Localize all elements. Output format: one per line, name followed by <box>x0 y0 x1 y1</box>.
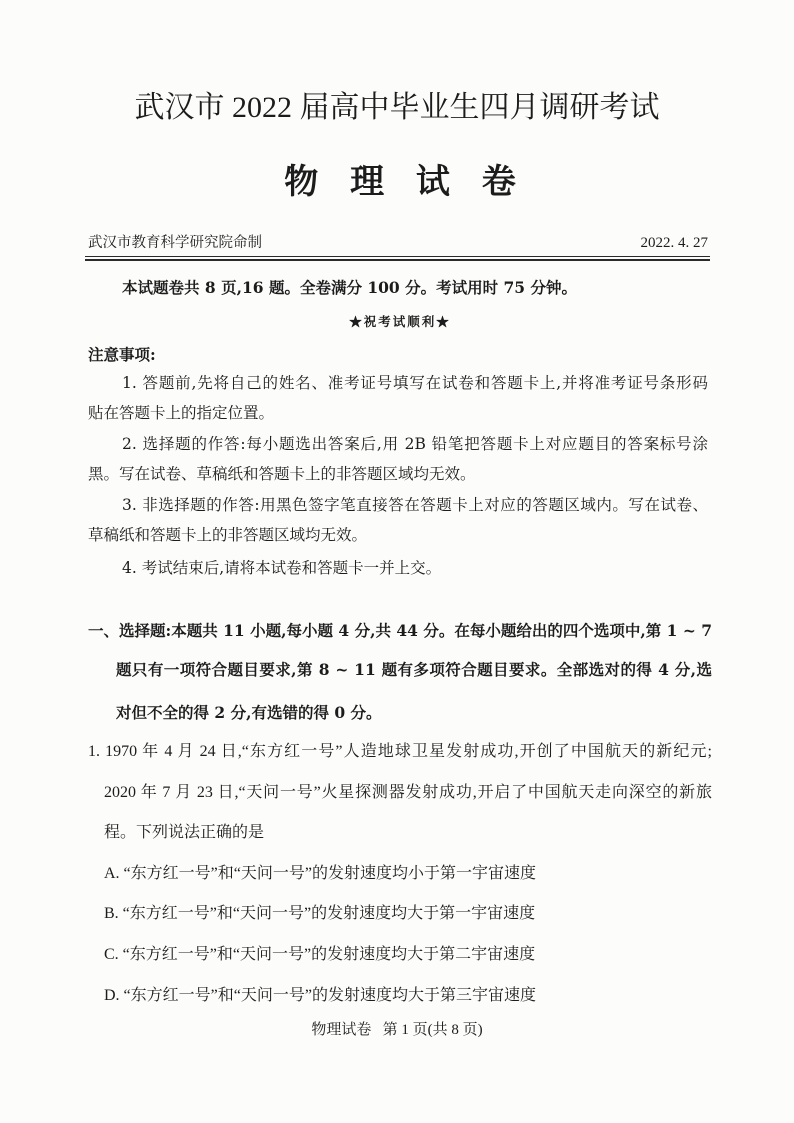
notice-item-1-line-2: 贴在答题卡上的指定位置。 <box>88 404 275 422</box>
exam-info: 本试题卷共 8 页,16 题。全卷满分 100 分。考试用时 75 分钟。 <box>122 278 577 297</box>
notice-item-3-line-2: 草稿纸和答题卡上的非答题区域均无效。 <box>88 526 368 544</box>
section-1-heading-line-1: 一、选择题:本题共 11 小题,每小题 4 分,共 44 分。在每小题给出的四个选项中,第 1 ~ 7 <box>88 621 712 640</box>
publisher-label: 武汉市教育科学研究院命制 <box>88 235 262 251</box>
subject-title: 物 理 试 卷 <box>284 162 526 202</box>
exam-date: 2022. 4. 27 <box>640 235 708 251</box>
notice-heading: 注意事项: <box>88 345 156 364</box>
notice-item-2-line-1: 2. 选择题的作答:每小题选出答案后,用 2B 铅笔把答题卡上对应题目的答案标号涂 <box>122 435 708 453</box>
header-double-rule <box>85 256 710 261</box>
notice-item-2-line-2: 黑。写在试卷、草稿纸和答题卡上的非答题区域均无效。 <box>88 465 476 483</box>
page-footer: 物理试卷 第 1 页(共 8 页) <box>311 1022 483 1038</box>
good-luck-banner: ★祝考试顺利★ <box>349 314 451 329</box>
question-1-option-c: C. “东方红一号”和“天问一号”的发射速度均大于第二宇宙速度 <box>104 946 536 963</box>
question-1-stem-line-2: 2020 年 7 月 23 日,“天问一号”火星探测器发射成功,开启了中国航天走向深空的新旅 <box>104 784 712 801</box>
question-1-stem-line-3: 程。下列说法正确的是 <box>104 824 265 841</box>
notice-item-4-line-1: 4. 考试结束后,请将本试卷和答题卡一并上交。 <box>122 559 442 577</box>
section-1-heading-line-3: 对但不全的得 2 分,有选错的得 0 分。 <box>116 703 382 722</box>
question-1-option-a: A. “东方红一号”和“天问一号”的发射速度均小于第一宇宙速度 <box>104 865 536 882</box>
exam-title: 武汉市 2022 届高中毕业生四月调研考试 <box>134 91 660 124</box>
notice-item-3-line-1: 3. 非选择题的作答:用黑色签字笔直接答在答题卡上对应的答题区域内。写在试卷、 <box>122 496 708 514</box>
section-1-heading-line-2: 题只有一项符合题目要求,第 8 ~ 11 题有多项符合题目要求。全部选对的得 4 分,选 <box>116 660 712 679</box>
question-1-option-d: D. “东方红一号”和“天问一号”的发射速度均大于第三宇宙速度 <box>104 987 536 1004</box>
question-1-option-b: B. “东方红一号”和“天问一号”的发射速度均大于第一宇宙速度 <box>104 905 536 922</box>
notice-item-1-line-1: 1. 答题前,先将自己的姓名、准考证号填写在试卷和答题卡上,并将准考证号条形码 <box>122 374 708 392</box>
question-1-stem-line-1: 1. 1970 年 4 月 24 日,“东方红一号”人造地球卫星发射成功,开创了中国航天的新纪元; <box>88 743 712 760</box>
